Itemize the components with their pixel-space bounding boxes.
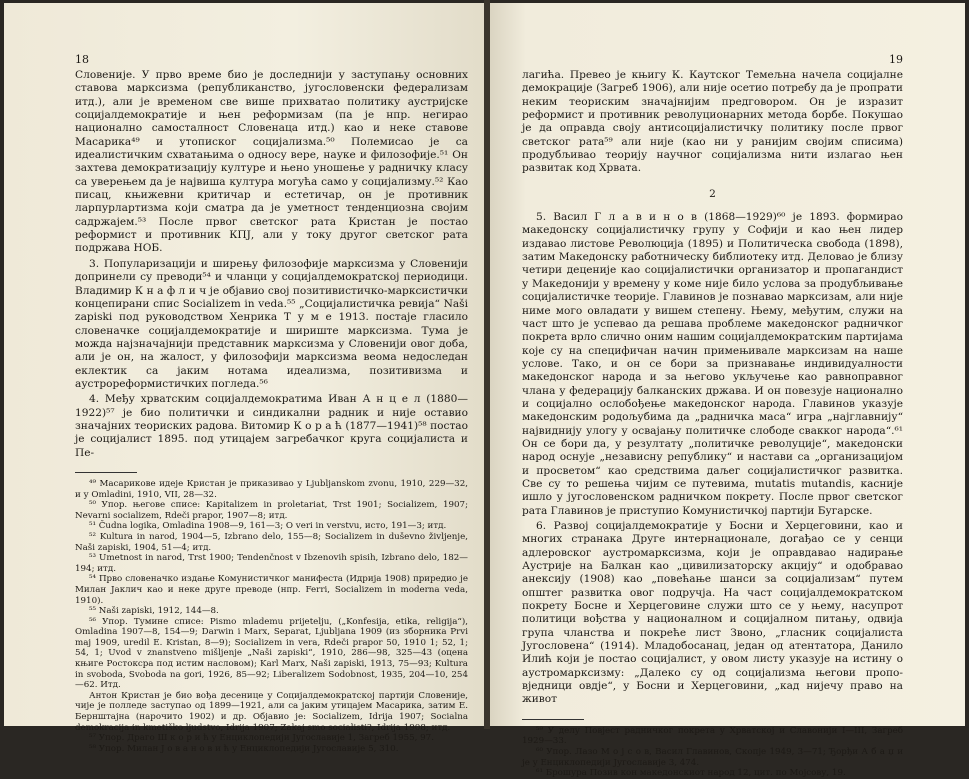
footnote-divider <box>75 472 137 473</box>
footnote: ⁵¹ Čudna logika, Omladina 1908—9, 161—3; O veri in verstvu, исто, 191—3; итд. <box>89 521 447 532</box>
footnote: ⁴⁹ Масарикове идеје Кристан је приказивао у Ljubljanskom zvonu, 1910, 229—32, и у Omladini, 1910, VII, 28—32. <box>75 478 468 500</box>
page-number-right: 19 <box>889 53 903 66</box>
paragraph: 4. Међу хрватским социјалдемократима Иван А н ц е л (1880—1922)⁵⁷ је био политички и синдикални радник и није оставио значајних теориских радова. Витомир К о р а ћ (1877—1941)⁵⁸ постао је социјалист 1895. под утицајем загребачког круга социјалиста и Пе- <box>75 393 468 459</box>
footnote: ⁵³ Umetnost in narod, Trst 1900; Tendenčnost v Ibzenovih spisih, Izbrano delo, 182—194; итд. <box>75 553 468 574</box>
left-page <box>4 3 488 754</box>
paragraph: Словеније. У прво време био је доследнији у заступању основних ставова марксизма (републиканство, југословенски федерализам итд.), али је временом све више прихватао политику аустријске социјалдемократије и њен реформизам (па је нпр. негирао национално самосталност Словенаца итд.) као и неке ставове Масарика⁴⁹ и утописког социјализма.⁵⁰ Полемисао је са идеалистичким схватањима о односу вере, науке и филозофије.⁵¹ Он захтева демократизацију културе и њено уношење у радничку класу са уверењем да је највиша култура могућа само у социјализму.⁵² Као писац, књижевни критичар и естетичар, он је противник ларпурлартизма који сматра да је уметност тенденциозна својим садржајем.⁵³ После првог светског рата Кристан је постао реформист и противник КПЈ, али у току другог светског рата подржава НОБ. <box>75 69 468 255</box>
footnote: Антон Кристан је био вођа десенице у Социјалдемократској партији Словеније, чије је полледе заступао од 1899—1921, али са јаким утицајем Масарика, затим Е. Бернштајна (нарочито 1902) и др. Објавио је: Socializem, Idrija 1907; Socialna demokracija in kmetiško ljudstvo, Idrija 1907; Zakaj smo socialisti?, Idrija 1908; итд. <box>75 690 468 733</box>
footnote: ⁵⁴ Прво словеначко издање Комунистичког манифеста (Идрија 1908) приредио је Милан Јаклич као и неке друге преводе (нпр. Ferri, Socializem in moderna veda, 1910). <box>75 574 468 606</box>
paragraph: 6. Развој социјалдемократије у Босни и Херцеговини, као и многих странака Друге интернационале, догађао се у сенци адлеровског аустромарксизма, који је оправдавао надирање Аустрије на Балкан као „цивилизаторску акцију“ и одобравао анексију (1908) као „повећање шанси за социјализам“ путем општег развитка овог подручја. На част социјалдемократском покрету Босне и Херцеговине служи што се у њему, насупрот политици вођства у националном и социјалном питању, одвија група чланства и покреће лист Звоно, „гласник социјалиста Југословена“ (1914). Младобосанац, један од атентатора, Данило Илић који је постао социјалист, у овом листу указује на истину о аустромарксизму: „Далеко су од социјализма његови пропо-вједници овдје“, у Босни и Херцеговини, „кад нијечу право на живот <box>522 520 903 706</box>
page-number-left: 18 <box>75 53 89 66</box>
footnote: ⁵⁶ Упор. Тумине списе: Pismo mlademu prijetelju, („Konfesija, etika, religija“), Omladina 1907—8, 154—9; Darwin i Marx, Separat, Ljubljana 1909 (из зборника Prvi maj 1909, uredil E. Kristan, 8—9); Socializem in vera, Rdeči prapor 50, 1910 1; 52, 1; 54, 1; Uvod v znanstveno mišljenje „Naši zapiski“, 1910, 286—98, 325—43 (оцена књиге Ростоксра под истим насловом); Karl Marx, Naši zapiski, 1913, 75—93; Kultura in svoboda, Svoboda na gori, 1926, 85—92; Liberalizem Sodobnost, 1935, 204—10, 254—62. Итд. <box>75 616 468 691</box>
footnote: ⁵² Kultura in narod, 1904—5, Izbrano delo, 155—8; Socializem in duševno življenje, Naši zapiski, 1904, 51—4; итд. <box>75 531 468 553</box>
section-number: 2 <box>709 187 716 200</box>
right-page <box>488 3 965 779</box>
paragraph: 5. Васил Г л а в и н о в (1868—1929)⁶⁰ је 1893. формирао македонску социјалистичку групу у Софији и као њен лидер издавао листове Революција (1895) и Политическа свобода (1898), затим Македонску работническу библиотеку итд. Деловао је близу четири деценије као социјалистички организатор и пропагандист у Македонији у времену у коме није било услова за продубљивање социјалистичке теорије. Главинов је познавао марксизам, али није ниме мого овладати у вишем степену. Њему, међутим, служи на част што је успевао да решава проблеме македонског радничког покрета врло слично оним нашим социјалдемократским партијама које су на специфичан начин примењивале марксизам на наше услове. Тако, и он се бори за признавање индивидуалности македонског народа и за његово укључење као равноправног члана у федерацију балканских држава. И он повезује национално и социјално ослобођење македонског народа. Главинов указује македонским родољубима да „радничка маса“ игра „најглавнију“ највиднију улогу у освајању политичке слободе свакког народа“.⁶¹ Он се бори да, у резултату „политичке револуције“, македонски народ оснује „независну републику“ и настави са „организацијом и просветом“ као средствима даљег социјалистичког развитка. Све су то решења чијим се путевима, mutatis mutandis, касније ишло у југословенском радничком покрету. После првог светског рата Главинов је приступио Комунистичкој партији Бугарске. <box>522 211 903 517</box>
book-gutter <box>484 0 490 729</box>
footnote: ⁶¹ Брошура Позив кон македонскиот народ 12, цит. по Мојсову, 19. <box>536 768 846 779</box>
right-footnotes <box>522 726 903 779</box>
footnote: ⁵⁵ Naši zapiski, 1912, 144—8. <box>89 606 219 617</box>
footnote: ⁵⁰ Упор. његове списе: Kapitalizem in proletariat, Trst 1901; Socializem, 1907; Nevarni socializem, Rdeči prapor, 1907—8; итд. <box>75 500 468 521</box>
footnote-divider <box>522 719 584 720</box>
left-footnotes <box>75 479 468 754</box>
paragraph: 3. Популаризацији и ширењу филозофије марксизма у Словенији допринели су преводи⁵⁴ и чланци у социјалдемократској периодици. Владимир К н а ф л и ч је објавио свој позитивистичко-марксистички концепирани спис Socializem in veda.⁵⁵ „Социјалистичка ревија“ Naši zapiski под руководством Хенрика Т у м е 1913. постаје гласило словеначке социјалдемократије и шириште марксизма. Тума је можда најзначајнији представник марксизма у Словенији овог доба, али је он, на жалост, у филозофији марксизма веома недоследан еклектик са јаким нотама идеализма, позитивизма и аустрореформистичких погледа.⁵⁶ <box>75 257 468 390</box>
paragraph: лагића. Превео је књигу К. Каутског Темељна начела социјалне демокрације (Загреб 1906), али није осетио потребу да је пропрати неким теориским значајнијим предговором. Он је изразит реформист и противник револуционарних метода борбе. Покушао је да оправда своју антисоцијалистичку политику после првог светског рата⁵⁹ али није (као ни у ранијим својим списима) продубљивао теорију научног социјализма нити излагао њен развитак код Хрвата. <box>522 69 903 175</box>
footnote: ⁵⁹ У делу Повјест радничког покрета у Хрватској и Славонији I—III, Загреб 1929—33. <box>522 725 903 747</box>
footnote: ⁶⁰ Упор. Лазо М о ј с о в, Васил Главинов, Скопје 1949, 3—71; Ђорђи А б а џ и је у Енциклопедији Југославије 3, 474. <box>522 747 903 768</box>
right-body-text <box>522 69 903 707</box>
footnote: ⁵⁸ Упор. Милан Ј о в а н о в и ћ у Енциклопедији Југославије 5, 310. <box>89 743 399 754</box>
footnote: ⁵⁷ Упор. Драго Ш к о р и ћ у Енциклопедији Југославије 1, Загреб 1955, 97. <box>89 733 434 744</box>
left-body-text <box>75 69 468 460</box>
